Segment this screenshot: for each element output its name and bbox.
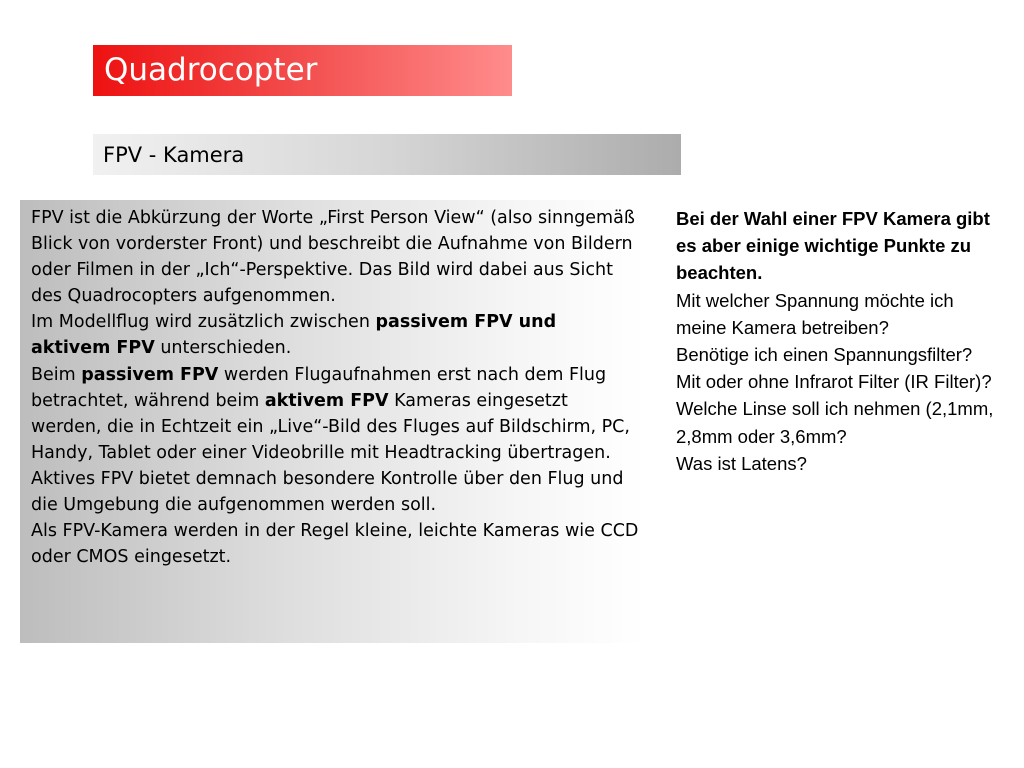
body-paragraph-5: Als FPV-Kamera werden in der Regel kleine, leichte Kameras wie CCD oder CMOS eingesetzt. xyxy=(31,521,639,568)
body-paragraph-1: FPV ist die Abkürzung der Worte „First Person View“ (also sinngemäß Blick von vorderster Front) und beschreibt die Aufnahme von Bildern oder Filmen in der „Ich“-Perspektive. Das Bild wird dabei aus Sicht des Quadrocopters aufgenommen. xyxy=(31,208,635,307)
side-question-latency: Was ist Latens? xyxy=(676,452,807,474)
body-paragraph xyxy=(31,205,639,570)
body-paragraph-3-end: Kameras eingesetzt werden, die in Echtzeit ein „Live“-Bild des Fluges auf Bildschirm, PC, Handy, Tablet oder einer Videobrille mit Headtracking übertragen. xyxy=(31,390,630,463)
body-paragraph-3-bold-passive: passivem FPV xyxy=(81,364,219,385)
body-text-box xyxy=(20,200,645,643)
side-question-voltage: Mit welcher Spannung möchte ich meine Kamera betreiben? xyxy=(676,289,954,338)
body-paragraph-3-bold-active: aktivem FPV xyxy=(264,390,389,411)
side-question-filter: Benötige ich einen Spannungsfilter? xyxy=(676,344,973,366)
slide-title: Quadrocopter xyxy=(104,52,318,88)
side-text-box xyxy=(676,205,996,477)
slide-subtitle: FPV - Kamera xyxy=(103,143,245,167)
body-paragraph-2-start: Im Modellflug wird zusätzlich zwischen xyxy=(31,312,376,333)
body-paragraph-2-end: unterschieden. xyxy=(154,338,292,359)
side-lead: Bei der Wahl einer FPV Kamera gibt es aber einige wichtige Punkte zu beachten. xyxy=(676,208,990,284)
body-paragraph-2-bold: passivem FPV und aktivem FPV xyxy=(31,312,557,359)
side-question-lens: Welche Linse soll ich nehmen (2,1mm, 2,8mm oder 3,6mm? xyxy=(676,398,994,447)
subtitle-banner xyxy=(93,134,681,175)
title-banner xyxy=(93,45,512,96)
side-paragraph xyxy=(676,205,996,477)
body-paragraph-3-start: Beim xyxy=(31,364,82,385)
body-paragraph-4: Aktives FPV bietet demnach besondere Kontrolle über den Flug und die Umgebung die aufgenommen werden soll. xyxy=(31,468,624,516)
side-question-ir-filter: Mit oder ohne Infrarot Filter (IR Filter)? xyxy=(676,371,992,393)
body-paragraph-3-middle: werden Flugaufnahmen erst nach dem Flug betrachtet, während beim xyxy=(31,364,607,411)
